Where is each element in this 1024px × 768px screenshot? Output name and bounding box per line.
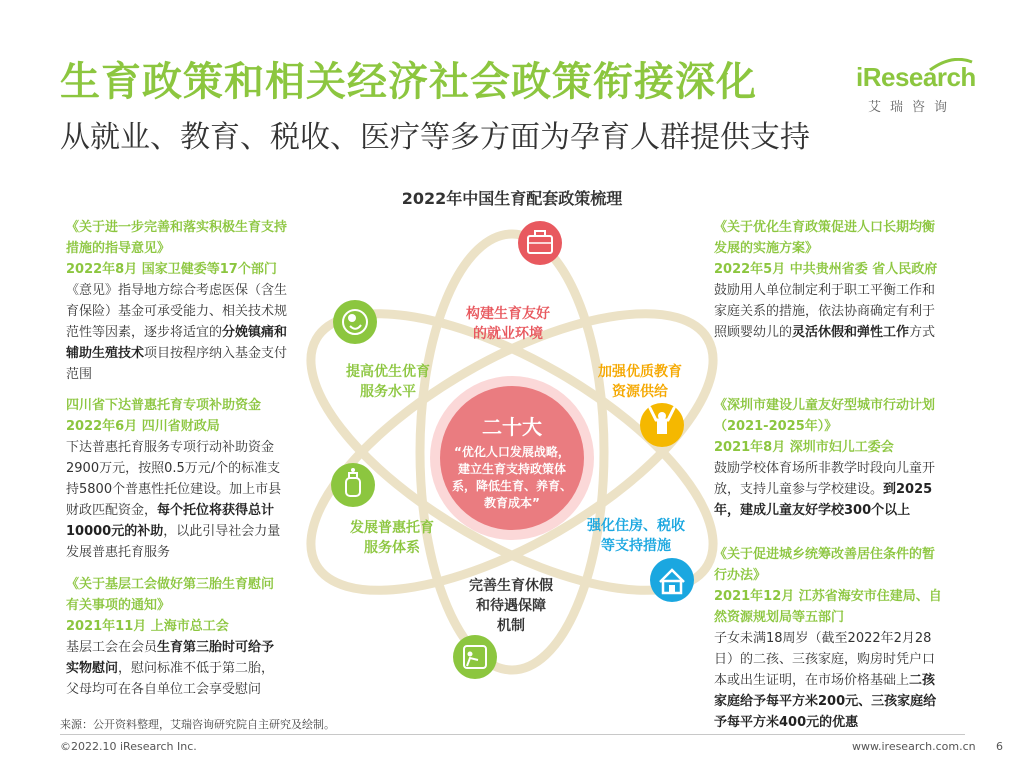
label-education-1: 加强优质教育 xyxy=(598,364,682,380)
label-education-2: 资源供给 xyxy=(612,384,668,400)
copyright-text: ©2022.10 iResearch Inc. xyxy=(60,740,197,753)
body-highlight: 分娩镇痛和 xyxy=(222,325,288,340)
body-text: 本或出生证明，在市场价格基础上 xyxy=(714,673,910,688)
policy-date-line: 2021年11月 上海市总工会 xyxy=(66,619,229,634)
body-text: 家庭关系的措施，依法协商确定有利于 xyxy=(714,304,936,319)
policy-body-line xyxy=(66,521,316,542)
label-eugenics-1: 提高优生优育 xyxy=(346,364,430,380)
label-childcare-1: 发展普惠托育 xyxy=(350,520,434,536)
policy-body-line xyxy=(66,437,316,458)
policy-right-3 xyxy=(714,544,970,733)
policy-title-line: （2021-2025年）》 xyxy=(714,419,838,434)
body-text: 鼓励学校体育场所非教学时段向儿童开 xyxy=(714,461,936,476)
body-highlight: 予每平方米400元的优惠 xyxy=(714,715,859,730)
body-text: 范围 xyxy=(66,367,93,382)
policy-title-line: 《深圳市建设儿童友好型城市行动计划 xyxy=(714,398,936,413)
policy-body-line xyxy=(714,712,970,733)
policy-title-line: 有关事项的通知》 xyxy=(66,598,171,613)
body-highlight: 家庭给予每平方米200元、三孩家庭给 xyxy=(714,694,937,709)
body-text: 《意见》指导地方综合考虑医保（含生 xyxy=(66,283,288,298)
label-housing-1: 强化住房、税收 xyxy=(587,518,685,534)
body-text: 下达普惠托育服务专项行动补助资金 xyxy=(66,440,275,455)
body-text: 基层工会在会员 xyxy=(66,640,158,655)
policy-body-line xyxy=(714,649,970,670)
policy-left-3 xyxy=(66,574,316,700)
policy-left-2 xyxy=(66,395,316,563)
child-cheering-icon xyxy=(640,403,684,447)
policy-body-line xyxy=(66,500,316,521)
policy-body-line xyxy=(714,458,970,479)
body-text: ，慰问标准不低于第二胎， xyxy=(118,661,275,676)
policy-body-line xyxy=(66,658,316,679)
body-text: 范性等因素，逐步将适宜的 xyxy=(66,325,223,340)
policy-body-line xyxy=(714,691,970,712)
policy-date-line: 然资源规划局等五部门 xyxy=(714,610,845,625)
policy-body xyxy=(66,637,316,700)
policy-body-line xyxy=(714,670,970,691)
label-leave-2: 和待遇保障 xyxy=(476,598,546,614)
label-housing-2: 等支持措施 xyxy=(601,538,671,554)
policy-body xyxy=(714,280,970,343)
policy-date-line: 2022年8月 国家卫健委等17个部门 xyxy=(66,262,277,277)
policy-title-line: 《关于促进城乡统筹改善居住条件的暂 xyxy=(714,547,936,562)
policy-body-line xyxy=(714,301,970,322)
body-text: 子女未满18周岁（截至2022年2月28 xyxy=(714,631,932,646)
policy-body-line xyxy=(714,500,970,521)
label-eugenics-2: 服务水平 xyxy=(360,384,416,400)
body-text: 发展普惠托育服务 xyxy=(66,545,171,560)
page-title: 生育政策和相关经济社会政策衔接深化 xyxy=(60,59,757,105)
baby-bottle-icon xyxy=(331,463,375,507)
policy-title-line: 《关于基层工会做好第三胎生育慰问 xyxy=(66,577,275,592)
center-line-1: “优化人口发展战略， xyxy=(454,445,570,459)
body-highlight: 辅助生殖技术 xyxy=(66,346,145,361)
body-text: 2900万元，按照0.5万元/个的标准支 xyxy=(66,461,281,476)
policy-body-line xyxy=(714,479,970,500)
policy-body-line xyxy=(66,679,316,700)
policy-body-line xyxy=(66,479,316,500)
policy-body-line xyxy=(714,322,970,343)
policy-title-line: 发展的实施方案》 xyxy=(714,241,819,256)
policy-body xyxy=(66,437,316,563)
body-text: 方式 xyxy=(909,325,936,340)
body-highlight: 年，建成儿童友好学校300个以上 xyxy=(714,503,911,518)
body-highlight: 实物慰问 xyxy=(66,661,119,676)
policy-body-line xyxy=(714,280,970,301)
policy-body-line xyxy=(66,458,316,479)
body-text: ，以此引导社会力量 xyxy=(163,524,281,539)
source-note: 来源：公开资料整理，艾瑞咨询研究院自主研究及绘制。 xyxy=(60,718,335,731)
page-subtitle: 从就业、教育、税收、医疗等多方面为孕育人群提供支持 xyxy=(60,120,810,155)
policy-title-line: 《关于优化生育政策促进人口长期均衡 xyxy=(714,220,936,235)
policy-title-line: 《关于进一步完善和落实积极生育支持 xyxy=(66,220,288,235)
policy-date-line: 2021年8月 深圳市妇儿工委会 xyxy=(714,440,894,455)
body-text: 日）的二孩、三孩家庭，购房时凭户口 xyxy=(714,652,936,667)
policy-date-line: 2021年12月 江苏省海安市住建局、自 xyxy=(714,589,942,604)
center-title: 二十大 xyxy=(482,415,542,439)
body-highlight: 10000元的补助 xyxy=(66,524,164,539)
policy-body-line xyxy=(714,628,970,649)
diagram-title: 2022年中国生育配套政策梳理 xyxy=(401,189,623,208)
website-link[interactable]: www.iresearch.com.cn xyxy=(852,740,976,753)
policy-body-line xyxy=(66,637,316,658)
page-number: 6 xyxy=(996,740,1003,753)
body-highlight: 到2025 xyxy=(883,482,933,497)
body-text: 财政匹配资金， xyxy=(66,503,158,518)
body-highlight: 生育第三胎时可给予 xyxy=(157,640,275,655)
nursing-care-icon xyxy=(453,635,497,679)
body-text: 照顾婴幼儿的 xyxy=(714,325,793,340)
body-highlight: 二孩 xyxy=(909,673,936,688)
body-text: 放，支持儿童参与学校建设。 xyxy=(714,482,884,497)
body-text: 持5800个普惠性托位建设。加上市县 xyxy=(66,482,282,497)
label-leave-3: 机制 xyxy=(497,618,525,634)
label-employment-2: 的就业环境 xyxy=(473,326,543,342)
policy-title-line: 措施的指导意见》 xyxy=(66,241,171,256)
center-circle xyxy=(430,376,594,540)
policy-body-line xyxy=(66,542,316,563)
footer-divider xyxy=(60,734,965,735)
policy-left-1 xyxy=(66,217,316,385)
logo-cn-text: 艾瑞咨询 xyxy=(868,100,957,115)
center-line-3: 系，降低生育、养育、 xyxy=(451,479,573,493)
body-text: 鼓励用人单位制定利于职工平衡工作和 xyxy=(714,283,936,298)
body-text: 育保险）基金可承受能力、相关技术规 xyxy=(66,304,288,319)
policy-title-line: 行办法》 xyxy=(714,568,767,583)
policy-right-2 xyxy=(714,395,970,521)
center-line-4: 教育成本” xyxy=(484,496,540,510)
fetus-icon xyxy=(333,300,377,344)
policy-body xyxy=(714,458,970,521)
body-highlight: 灵活休假和弹性工作 xyxy=(792,325,910,340)
policy-body-line xyxy=(66,301,316,322)
policy-date-line: 2022年6月 四川省财政局 xyxy=(66,419,220,434)
body-text: 父母均可在各自单位工会享受慰问 xyxy=(66,682,262,697)
label-leave-1: 完善生育休假 xyxy=(469,578,553,594)
center-line-2: 建立生育支持政策体 xyxy=(457,462,567,476)
house-icon xyxy=(650,558,694,602)
body-highlight: 每个托位将获得总计 xyxy=(157,503,275,518)
policy-body-line xyxy=(66,322,316,343)
policy-title-line: 四川省下达普惠托育专项补助资金 xyxy=(66,398,262,413)
policy-body-line xyxy=(66,280,316,301)
policy-body-line xyxy=(66,343,316,364)
label-childcare-2: 服务体系 xyxy=(364,540,420,556)
policy-body xyxy=(66,280,316,385)
policy-date-line: 2022年5月 中共贵州省委 省人民政府 xyxy=(714,262,938,277)
briefcase-icon xyxy=(518,221,562,265)
policy-body-line xyxy=(66,364,316,385)
body-text: 项目按程序纳入基金支付 xyxy=(144,346,288,361)
logo-text: iResearch xyxy=(856,62,976,92)
policy-body xyxy=(714,628,970,733)
policy-right-1 xyxy=(714,217,970,343)
label-employment-1: 构建生育友好 xyxy=(466,306,550,322)
